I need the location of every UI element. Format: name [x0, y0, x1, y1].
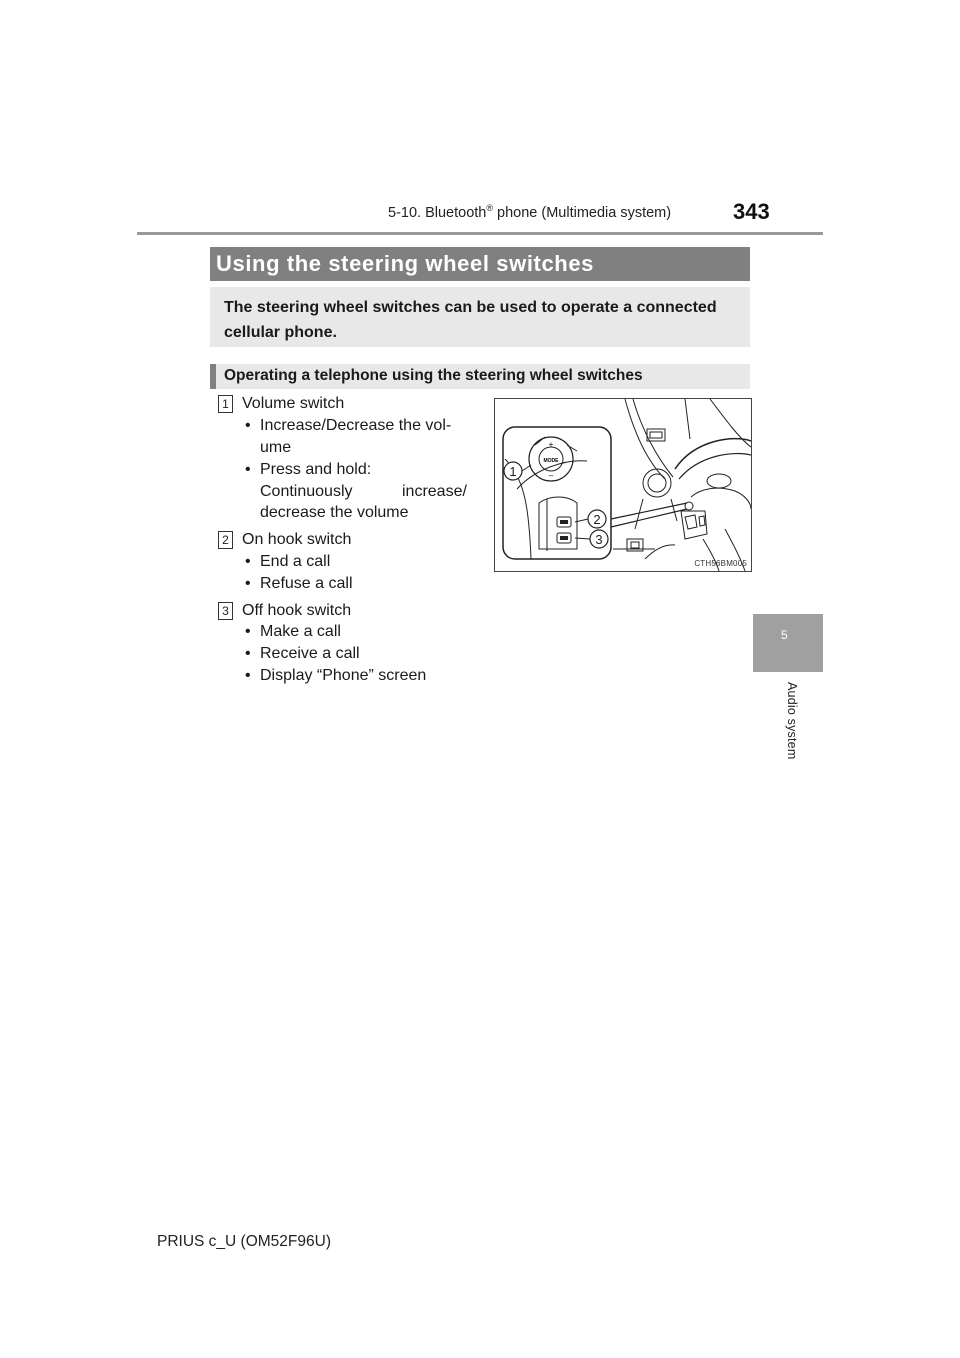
header-section-suffix: phone (Multimedia system)	[493, 205, 672, 221]
footer-model: PRIUS c_U (OM52F96U)	[157, 1233, 331, 1250]
item-1-bullet-2-cont-b: increase/	[402, 483, 467, 500]
item-1-bullet-1: • Increase/Decrease the vol-	[245, 417, 452, 434]
figure-code: CTH56BM005	[694, 559, 747, 568]
subheading-accent	[210, 364, 216, 389]
item-3-label: Off hook switch	[242, 602, 352, 619]
item-number-3: 3	[218, 602, 233, 620]
item-2-bullet-1: • End a call	[245, 553, 331, 570]
mode-label: MODE	[543, 458, 559, 464]
item-2-bullet-2-text: Refuse a call	[260, 575, 353, 592]
header-section-prefix: 5-10. Bluetooth	[388, 205, 487, 221]
item-1-bullet-2-text: Press and hold:	[260, 461, 372, 478]
item-2-bullet-1-text: End a call	[260, 553, 331, 570]
intro-box	[210, 287, 750, 347]
steering-switch-illustration	[495, 399, 751, 571]
section-title-bar	[210, 247, 750, 281]
item-3-bullet-3-text: Display “Phone” screen	[260, 667, 427, 684]
chapter-label: Audio system	[785, 682, 799, 760]
plus-glyph: +	[548, 440, 554, 449]
item-3-bullet-3: • Display “Phone” screen	[245, 667, 427, 684]
item-2-label: On hook switch	[242, 531, 352, 548]
section-title: Using the steering wheel switches	[216, 251, 595, 276]
item-1-label: Volume switch	[242, 395, 345, 412]
page-number: 343	[733, 199, 770, 224]
running-header	[388, 205, 671, 221]
callout-1: 1	[509, 464, 517, 479]
chapter-tab	[753, 614, 823, 672]
item-2-bullet-2: • Refuse a call	[245, 575, 353, 592]
callout-3: 3	[595, 532, 603, 547]
chapter-number: 5	[781, 628, 788, 642]
subheading-text: Operating a telephone using the steering wheel switches	[224, 367, 643, 384]
subheading-bar	[210, 364, 750, 389]
steering-switch-figure	[494, 398, 752, 572]
header-rule	[137, 232, 823, 235]
intro-text: The steering wheel switches can be used to operate a connected cellular phone.	[224, 299, 717, 341]
item-1-bullet-2: • Press and hold:	[245, 461, 372, 478]
item-number-1: 1	[218, 395, 233, 413]
item-1-bullet-1-cont: ume	[260, 439, 292, 456]
item-3-bullet-1-text: Make a call	[260, 623, 341, 640]
callout-2: 2	[593, 512, 601, 527]
item-1-bullet-1-text: Increase/Decrease the vol-	[260, 417, 452, 434]
item-3-bullet-2: • Receive a call	[245, 645, 360, 662]
item-3-bullet-2-text: Receive a call	[260, 645, 360, 662]
item-number-2: 2	[218, 531, 233, 549]
registered-mark: ®	[486, 203, 493, 213]
item-1-bullet-2-cont-c: decrease the volume	[260, 504, 409, 521]
minus-glyph: –	[548, 471, 554, 480]
item-1-bullet-2-cont-a: Continuously	[260, 483, 353, 500]
item-3-bullet-1: • Make a call	[245, 623, 341, 640]
